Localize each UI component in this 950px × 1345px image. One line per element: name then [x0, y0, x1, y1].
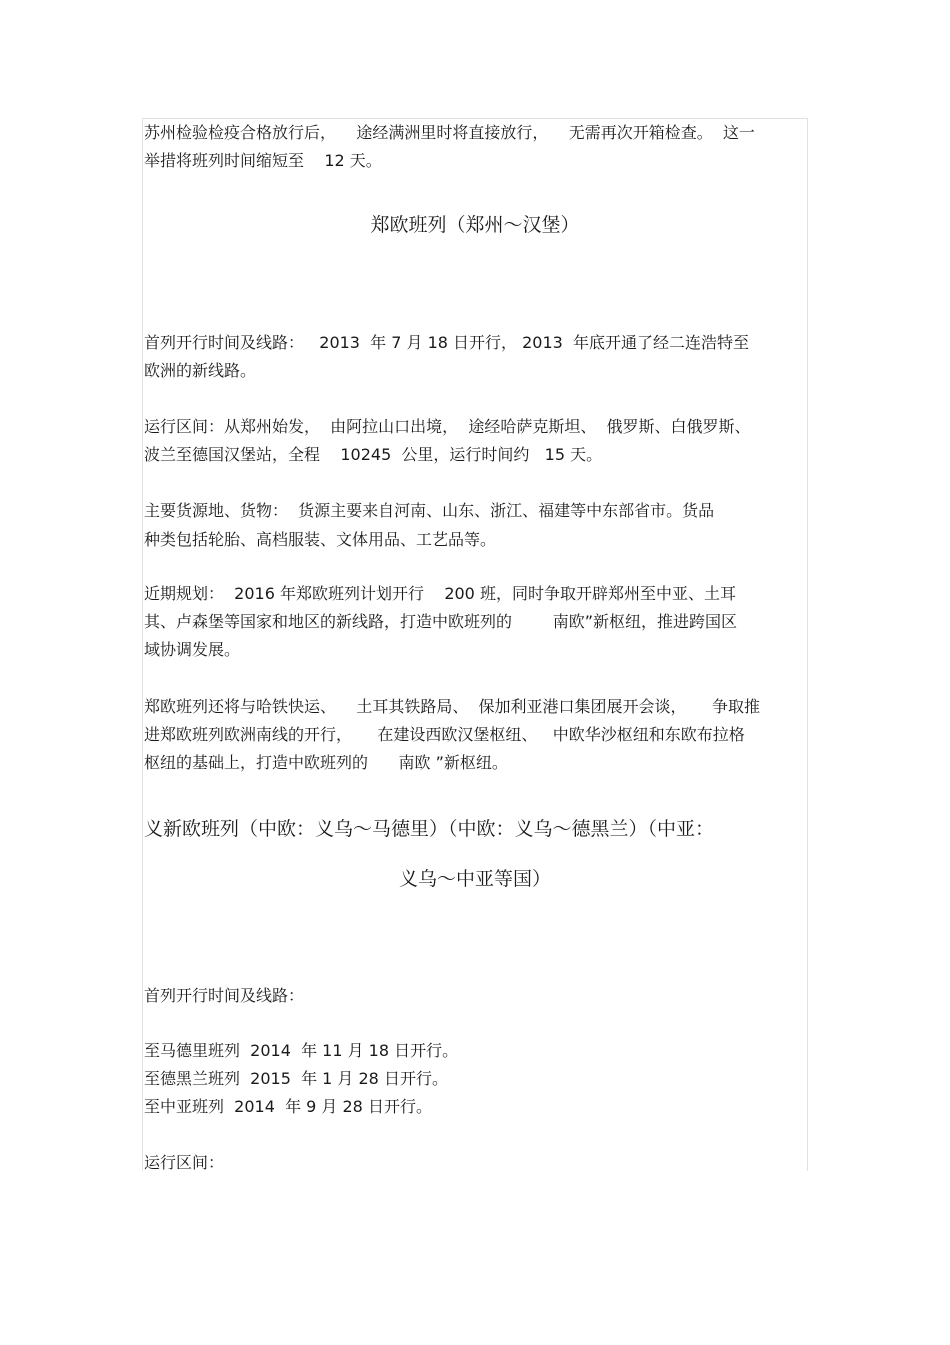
- zhengou-plan-line-1: 近期规划： 2016 年郑欧班列计划开行 200 班，同时争取开辟郑州至中亚、土耳: [144, 584, 736, 603]
- zhengou-heading: 郑欧班列（郑州～汉堡）: [370, 214, 580, 236]
- yixinou-heading-line-1: 义新欧班列（中欧：义乌～马德里）（中欧：义乌～德黑兰）（中亚：: [144, 818, 715, 840]
- zhengou-cargo-line-1: 主要货源地、货物： 货源主要来自河南、山东、浙江、福建等中东部省市。货品: [144, 501, 715, 520]
- yixinou-route-label: 运行区间：: [144, 1153, 225, 1172]
- zhengou-talks-line-3: 枢纽的基础上，打造中欧班列的 南欧 ”新枢纽。: [144, 753, 508, 772]
- zhengou-first-run-line-2: 欧洲的新线路。: [144, 361, 257, 380]
- zhengou-route-line-1: 运行区间：从郑州始发， 由阿拉山口出境， 途经哈萨克斯坦、 俄罗斯、白俄罗斯、: [144, 417, 751, 436]
- zhengou-talks-line-1: 郑欧班列还将与哈铁快运、 土耳其铁路局、 保加利亚港口集团展开会谈， 争取推: [144, 697, 760, 716]
- zhengou-talks-line-2: 进郑欧班列欧洲南线的开行， 在建设西欧汉堡枢纽、 中欧华沙枢纽和东欧布拉格: [144, 725, 745, 744]
- yixinou-run-tehran: 至德黑兰班列 2015 年 1 月 28 日开行。: [144, 1069, 448, 1088]
- intro-line-1: 苏州检验检疫合格放行后， 途经满洲里时将直接放行， 无需再次开箱检查。 这一: [144, 123, 755, 142]
- yixinou-run-central-asia: 至中亚班列 2014 年 9 月 28 日开行。: [144, 1097, 432, 1116]
- yixinou-run-madrid: 至马德里班列 2014 年 11 月 18 日开行。: [144, 1041, 459, 1060]
- zhengou-cargo-line-2: 种类包括轮胎、高档服装、文体用品、工艺品等。: [144, 530, 497, 549]
- zhengou-plan-line-3: 域协调发展。: [144, 640, 241, 659]
- zhengou-plan-line-2: 其、卢森堡等国家和地区的新线路，打造中欧班列的 南欧”新枢纽，推进跨国区: [144, 612, 737, 631]
- intro-line-2: 举措将班列时间缩短至 12 天。: [144, 151, 382, 170]
- yixinou-heading-line-2: 义乌～中亚等国）: [398, 868, 551, 890]
- zhengou-first-run-line-1: 首列开行时间及线路： 2013 年 7 月 18 日开行， 2013 年底开通了经二连浩特至: [144, 333, 750, 352]
- yixinou-first-run-label: 首列开行时间及线路：: [144, 986, 305, 1005]
- zhengou-route-line-2: 波兰至德国汉堡站，全程 10245 公里，运行时间约 15 天。: [144, 445, 603, 464]
